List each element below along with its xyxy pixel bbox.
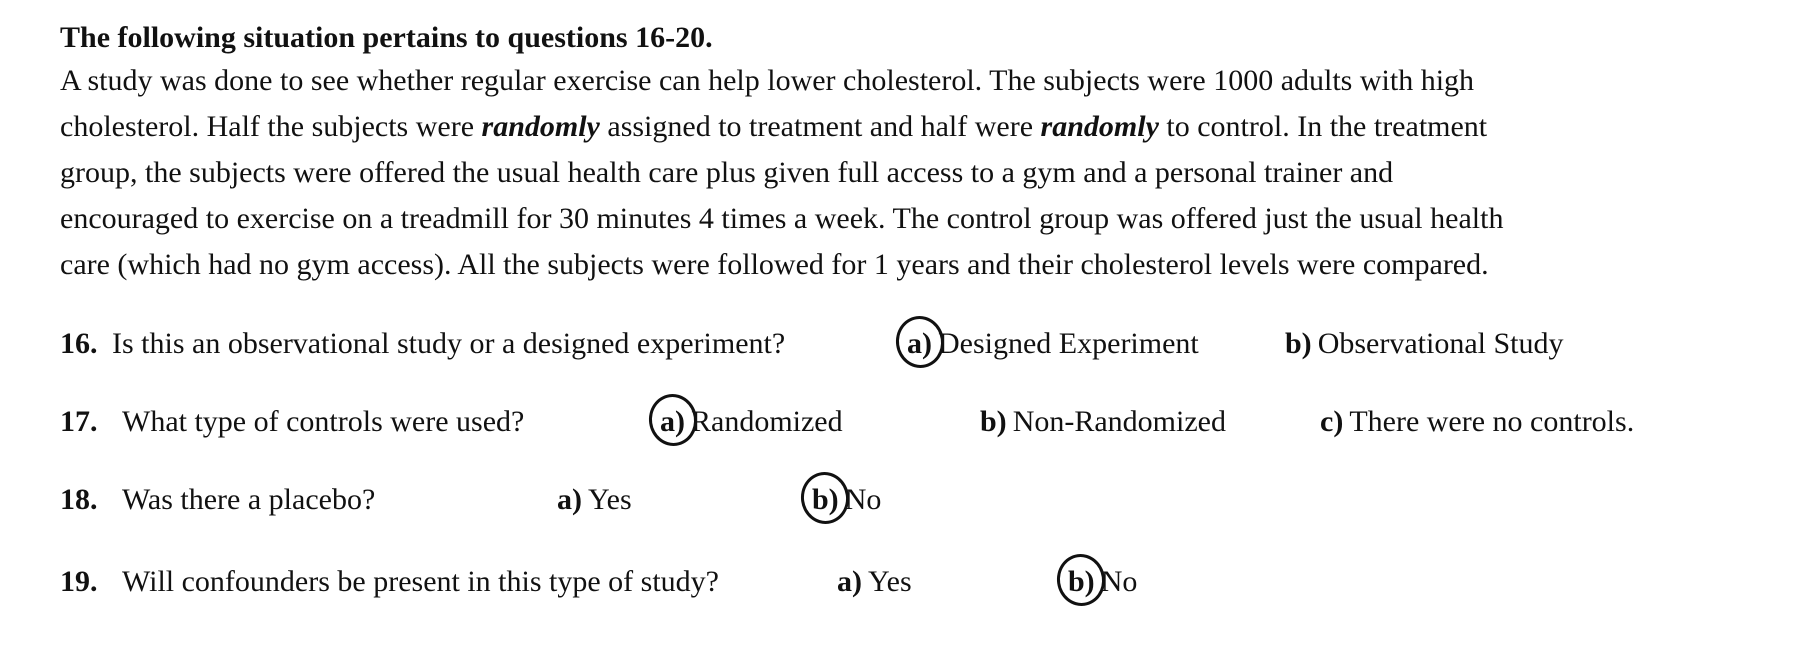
option-letter: a)	[907, 322, 932, 366]
question-number: 17.	[60, 405, 98, 438]
passage-line-4: encouraged to exercise on a treadmill for 30 minutes 4 times a week. The control group was offered just the usual health	[60, 202, 1504, 235]
option-16a[interactable]	[907, 322, 1199, 366]
option-letter: a)	[837, 565, 862, 598]
option-letter: a)	[557, 483, 582, 516]
question-text: Will confounders be present in this type of study?	[122, 565, 719, 598]
question-number: 19.	[60, 565, 98, 598]
option-17c[interactable]	[1320, 400, 1634, 444]
passage-line-3: group, the subjects were offered the usual health care plus given full access to a gym and a personal trainer and	[60, 156, 1394, 189]
passage-line-2-part-b: assigned to treatment and half were	[599, 110, 1041, 143]
option-text: No	[1100, 565, 1138, 598]
option-letter: c)	[1320, 405, 1344, 438]
passage-emphasis-randomly-2: randomly	[1040, 110, 1159, 143]
question-text: What type of controls were used?	[122, 405, 525, 438]
option-17b[interactable]	[980, 400, 1226, 444]
option-text: Randomized	[691, 405, 843, 438]
option-17a[interactable]	[660, 400, 843, 444]
situation-heading: The following situation pertains to questions 16-20.	[60, 21, 713, 54]
option-text: Non-Randomized	[1012, 405, 1226, 438]
question-number: 18.	[60, 483, 98, 516]
passage-line-2-part-a: cholesterol. Half the subjects were	[60, 110, 482, 143]
passage-line-2-part-c: to control. In the treatment	[1158, 110, 1488, 143]
option-letter: b)	[980, 405, 1007, 438]
question-19	[60, 560, 1780, 604]
option-text: No	[844, 483, 882, 516]
option-text: Observational Study	[1317, 327, 1564, 360]
option-18a[interactable]	[557, 478, 632, 522]
passage-line-1: A study was done to see whether regular exercise can help lower cholesterol. The subjects were 1000 adults with high	[60, 64, 1475, 97]
option-text: Yes	[588, 483, 632, 516]
option-letter: b)	[1285, 327, 1312, 360]
option-19a[interactable]	[837, 560, 912, 604]
question-number: 16.	[60, 327, 98, 360]
question-18	[60, 478, 1780, 522]
situation-passage	[60, 58, 1790, 288]
passage-emphasis-randomly-1: randomly	[481, 110, 600, 143]
question-17	[60, 400, 1780, 444]
option-text: Yes	[868, 565, 912, 598]
question-16	[60, 322, 1780, 366]
option-text: There were no controls.	[1349, 405, 1635, 438]
passage-line-2	[60, 104, 1790, 150]
option-19b[interactable]	[1068, 560, 1137, 604]
option-letter: a)	[660, 400, 685, 444]
option-letter: b)	[1068, 560, 1095, 604]
option-text: Designed Experiment	[938, 327, 1199, 360]
passage-line-5: care (which had no gym access). All the subjects were followed for 1 years and their cholesterol levels were compared.	[60, 248, 1489, 281]
option-18b[interactable]	[812, 478, 881, 522]
option-letter: b)	[812, 478, 839, 522]
question-text: Is this an observational study or a designed experiment?	[112, 327, 786, 360]
option-16b[interactable]	[1285, 322, 1564, 366]
question-text: Was there a placebo?	[122, 483, 376, 516]
